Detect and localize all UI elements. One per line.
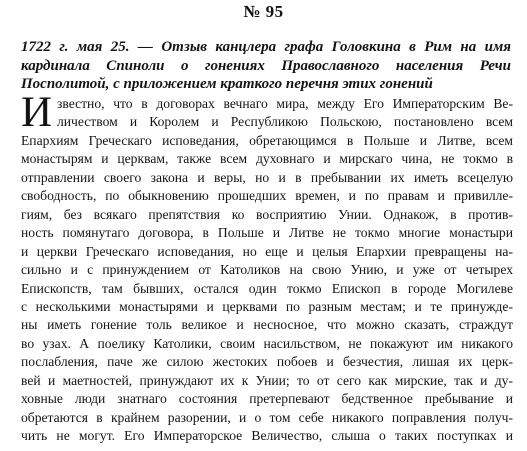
body-line: вей и маетностей, принуждают их к Унии; то от сего как мирские, так и ду-	[21, 372, 513, 388]
heading-line: Посполитой, с приложением краткого перечня этих гонений	[21, 76, 433, 92]
document-number: № 95	[243, 2, 284, 21]
body-line: сильно и с принуждением от Католиков на свою Унию, и уже от четырех	[21, 262, 513, 278]
body-line: личеством и Королем и Республикою Польскою, постановлено всем	[57, 114, 513, 130]
body-line: звестно, что в договорах вечнаго мира, между Его Императорским Ве-	[57, 96, 513, 111]
body-text	[21, 89, 513, 446]
body-line: чить не могут. Его Императорское Величество, слыша о таких поступках и	[21, 428, 513, 444]
body-line: отправлении своего закона и веры, но и в пребывании их иметь всецелую	[21, 169, 513, 185]
body-line: с несколькими монастырями и церквами по разным местам; и те принужде-	[21, 298, 513, 314]
body-line: во узах. А поелику Католики, своим насильством, не покажуют им никакого	[21, 335, 513, 351]
body-line: и церкви Греческаго исповедания, но еще и целыя Епархии превращены на-	[21, 243, 513, 259]
heading-line: 1722 г. мая 25. — Отзыв канцлера графа Головкина в Рим на имя	[21, 39, 511, 55]
body-line: Епископств, там бывших, остался один токмо Епископ в городе Могилеве	[21, 280, 513, 296]
heading-line: кардинала Спиноли о гонениях Православного населения Речи	[21, 57, 511, 74]
body-line: послабления, паче же силою жестоких побоев и безчестия, лишая их церк-	[21, 354, 513, 370]
body-line: обретаются в крайнем разорении, и о том себе никакого поправления получ-	[21, 409, 513, 425]
body-line: Епархиям Греческаго исповедания, обретающимся в Польше и Литве, всем	[21, 132, 513, 148]
body-line: гиям, без всякаго препятствия ко восприятию Унии. Однакож, в против-	[21, 206, 513, 222]
drop-cap: И	[21, 89, 53, 136]
document-heading	[21, 38, 511, 94]
body-line: ность помянутаго договора, в Польше и Литве не токмо многие монастыри	[21, 225, 513, 241]
body-line: ховные люди знатнаго состояния претерпевают бедственное пребывание и	[21, 391, 513, 407]
body-line: ны иметь гонение толь великое и несносное, что можно сказать, страждут	[21, 317, 513, 333]
body-line: монастырям и церквам, также всем духовнаго и мирскаго чина, не токмо в	[21, 151, 513, 167]
body-line: свободность, по обыкновению прошедших времен, и по правам и привилле-	[21, 188, 513, 204]
